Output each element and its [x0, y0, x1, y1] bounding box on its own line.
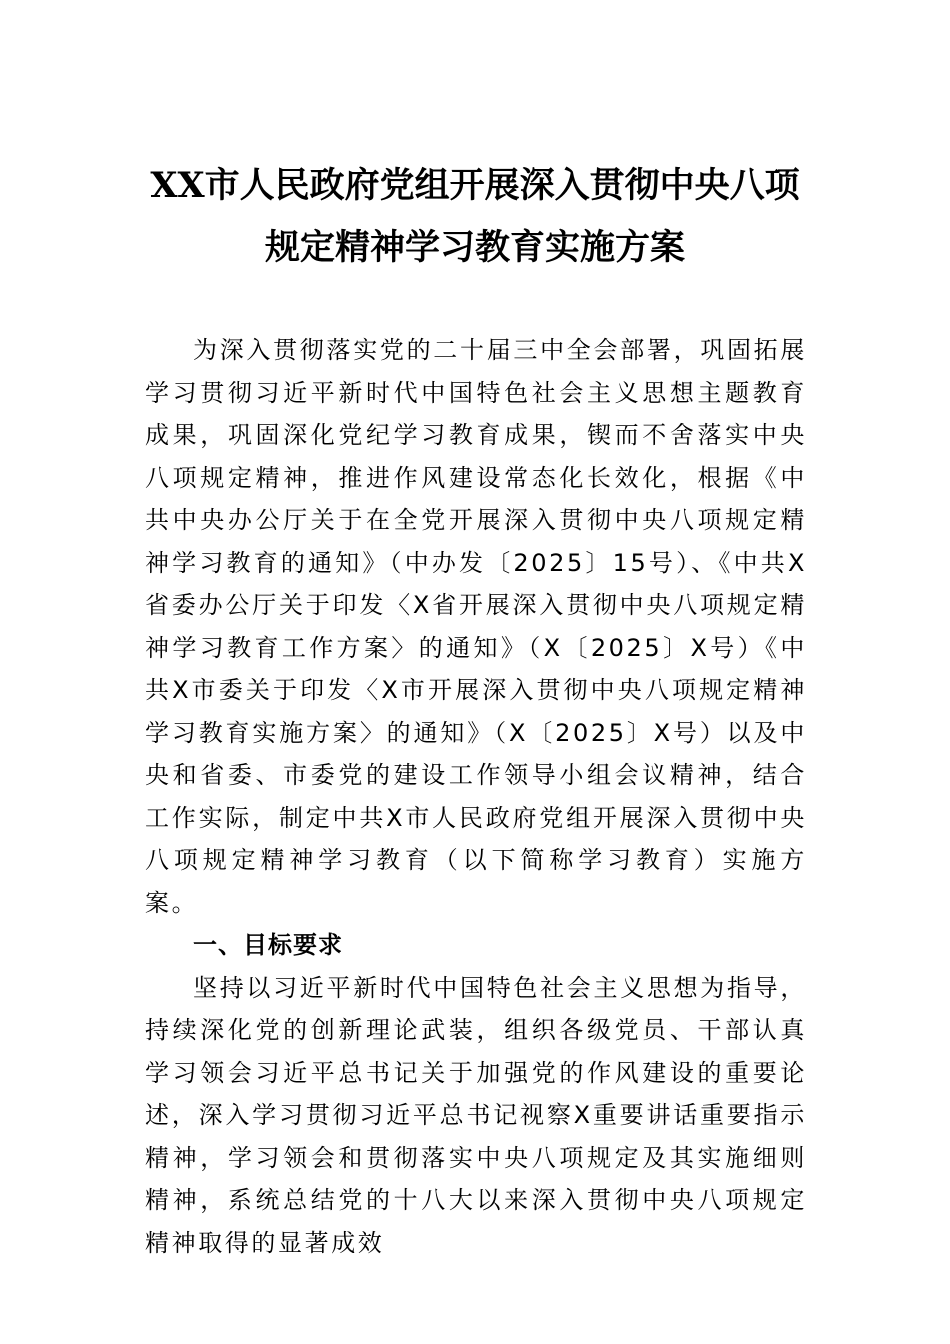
section-heading-goals: 一、目标要求: [193, 931, 343, 959]
document-body: [145, 329, 807, 1264]
intro-paragraph: 为深入贯彻落实党的二十届三中全会部署，巩固拓展学习贯彻习近平新时代中国特色社会主义思想主题教育成果，巩固深化党纪学习教育成果，锲而不舍落实中央八项规定精神，推进作风建设常态化长效化，根据《中共中央办公厅关于在全党开展深入贯彻中央八项规定精神学习教育的通知》（中办发〔2025〕15号）、《中共X省委办公厅关于印发〈X省开展深入贯彻中央八项规定精神学习教育工作方案〉的通知》（X〔2025〕X号）《中共X市委关于印发〈X市开展深入贯彻中央八项规定精神学习教育实施方案〉的通知》（X〔2025〕X号）以及中央和省委、市委党的建设工作领导小组会议精神，结合工作实际，制定中共X市人民政府党组开展深入贯彻中央八项规定精神学习教育（以下简称学习教育）实施方案。: [145, 336, 807, 917]
document-title-line-1: XX市人民政府党组开展深入贯彻中央八项: [150, 165, 800, 206]
section-paragraph-goals: 坚持以习近平新时代中国特色社会主义思想为指导，持续深化党的创新理论武装，组织各级党员、干部认真学习领会习近平总书记关于加强党的作风建设的重要论述，深入学习贯彻习近平总书记视察X重要讲话重要指示精神，学习领会和贯彻落实中央八项规定及其实施细则精神，系统总结党的十八大以来深入贯彻中央八项规定精神取得的显著成效: [145, 973, 807, 1257]
document-title-line-2: 规定精神学习教育实施方案: [264, 227, 685, 268]
